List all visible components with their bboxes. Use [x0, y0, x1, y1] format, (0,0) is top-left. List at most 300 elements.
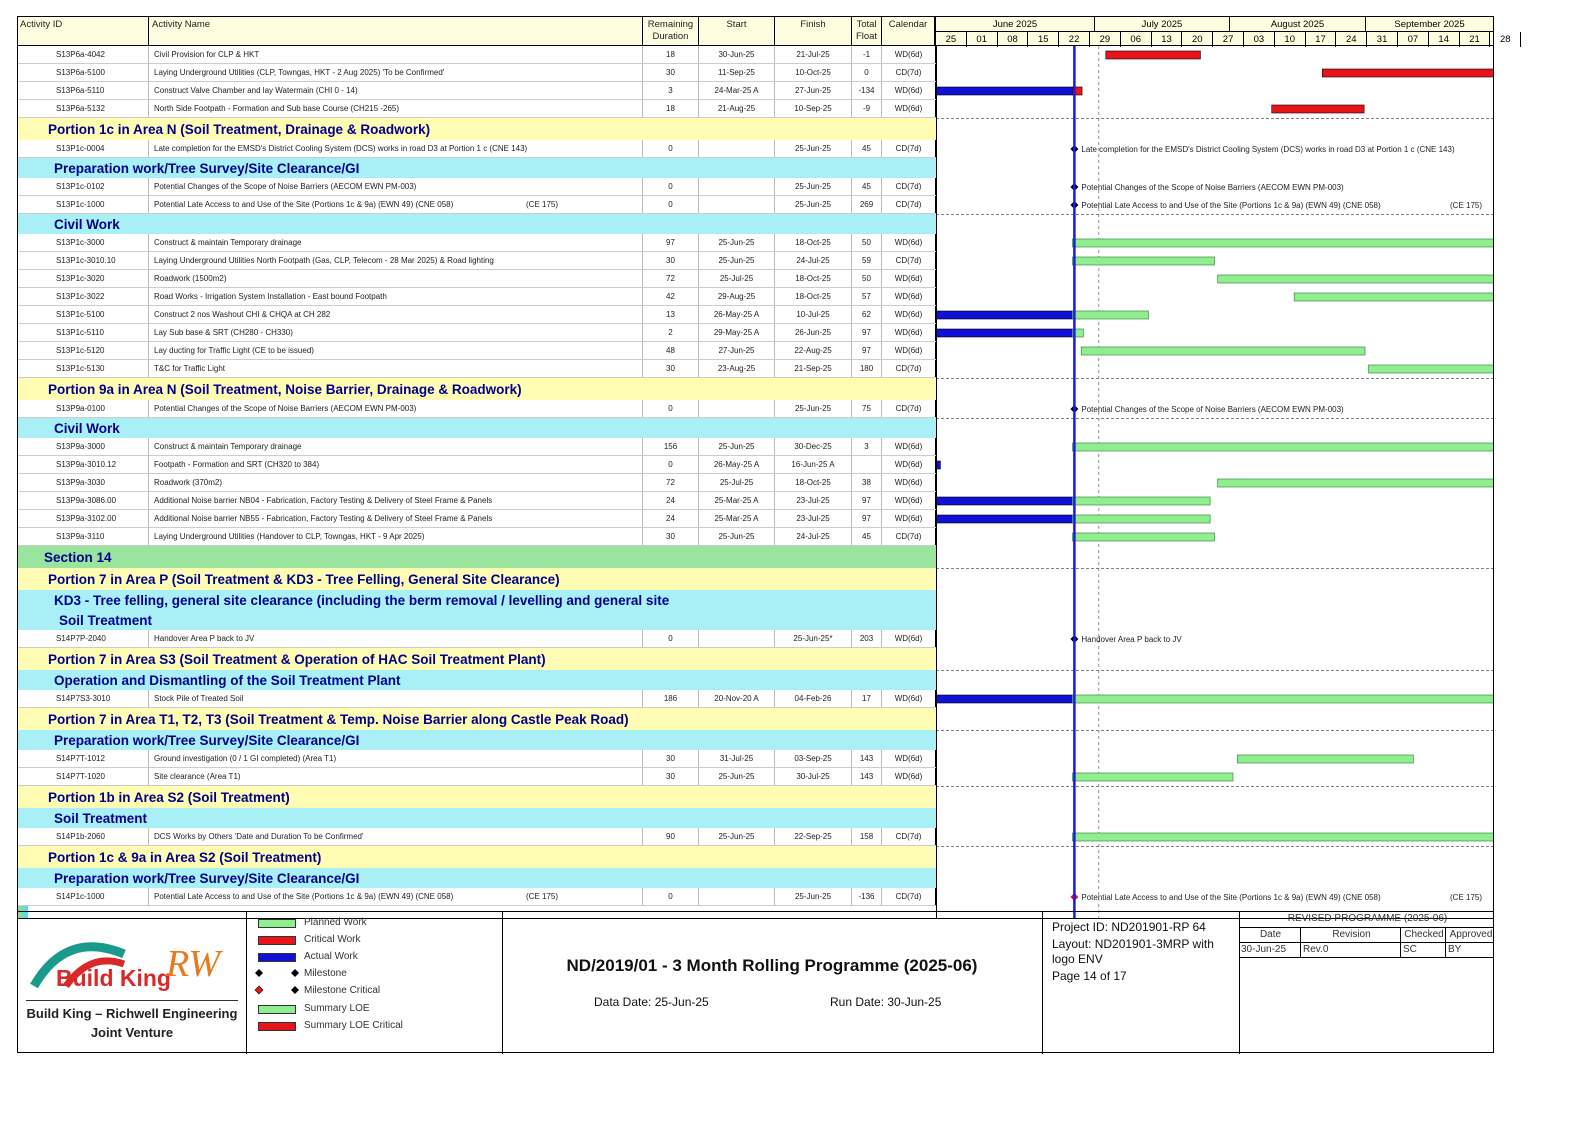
- timeline-week: 14: [1429, 32, 1460, 47]
- finish-date-text: 10-Sep-25: [794, 104, 832, 113]
- calendar: [882, 360, 936, 377]
- group-title: Portion 1c & 9a in Area S2 (Soil Treatment): [48, 849, 322, 865]
- remaining-duration-text: 30: [666, 772, 675, 781]
- activity-row[interactable]: [18, 400, 936, 418]
- group-header[interactable]: [18, 418, 936, 438]
- activity-row[interactable]: [18, 690, 936, 708]
- activity-note: (CE 175): [526, 200, 559, 209]
- activity-id: [18, 630, 149, 647]
- activity-id: [18, 196, 149, 213]
- activity-row[interactable]: [18, 828, 936, 846]
- group-header[interactable]: [18, 808, 936, 828]
- total-float-text: 0: [864, 68, 869, 77]
- calendar-text: WD(6d): [894, 514, 923, 523]
- remaining-duration: [643, 438, 699, 455]
- finish-date-text: 24-Jul-25: [796, 256, 830, 265]
- timeline-week: 08: [998, 32, 1029, 47]
- activity-id: [18, 528, 149, 545]
- group-title: Portion 7 in Area S3 (Soil Treatment & Operation of HAC Soil Treatment Plant): [48, 651, 546, 667]
- start-date: [699, 456, 775, 473]
- remaining-duration: [643, 528, 699, 545]
- remaining-duration: [643, 510, 699, 527]
- activity-id-text: S13P6a-4042: [56, 50, 105, 59]
- logo-caption-2: Joint Venture: [90, 1025, 174, 1040]
- finish-date-text: 03-Sep-25: [794, 754, 832, 763]
- total-float: [852, 492, 882, 509]
- group-header[interactable]: [18, 118, 936, 140]
- revision-col-checked: Checked: [1401, 928, 1446, 943]
- group-header[interactable]: [18, 610, 936, 630]
- total-float-text: 57: [862, 292, 871, 301]
- start-date: [699, 100, 775, 117]
- planned-work-bar: [1072, 833, 1494, 841]
- remaining-duration-text: 24: [666, 496, 675, 505]
- planned-work-bar: [1072, 515, 1210, 523]
- group-title: Portion 7 in Area T1, T2, T3 (Soil Treatment & Temp. Noise Barrier along Castle Peak Road): [48, 711, 629, 727]
- planned-work-bar: [1072, 443, 1494, 451]
- remaining-duration-text: 0: [668, 182, 673, 191]
- activity-name-text: Lay Sub base & SRT (CH280 - CH330): [154, 328, 293, 337]
- activity-row[interactable]: [18, 342, 936, 360]
- activity-row[interactable]: [18, 456, 936, 474]
- timeline-month: June 2025: [936, 17, 1095, 32]
- activity-row[interactable]: [18, 492, 936, 510]
- finish-date-text: 18-Oct-25: [795, 274, 831, 283]
- actual-work-bar: [936, 311, 1072, 319]
- total-float-text: -1: [862, 50, 871, 59]
- start-date: [699, 528, 775, 545]
- finish-date-text: 18-Oct-25: [795, 478, 831, 487]
- data-date: Data Date: 25-Jun-25: [594, 995, 709, 1009]
- remaining-duration-text: 0: [668, 892, 673, 901]
- activity-id-text: S13P1c-0004: [56, 144, 105, 153]
- activity-row[interactable]: [18, 46, 936, 64]
- activity-row[interactable]: [18, 750, 936, 768]
- activity-row[interactable]: [18, 306, 936, 324]
- milestone-label: Handover Area P back to JV: [1081, 635, 1182, 644]
- group-title: Preparation work/Tree Survey/Site Clearance/GI: [54, 870, 360, 886]
- run-date: Run Date: 30-Jun-25: [830, 995, 942, 1009]
- finish-date-text: 22-Aug-25: [794, 346, 832, 355]
- activity-name-text: Laying Underground Utilities North Footpath (Gas, CLP, Telecom - 28 Mar 2025) & Road lighting: [154, 256, 494, 265]
- activity-id: [18, 438, 149, 455]
- start-date-text: 31-Jul-25: [719, 754, 754, 763]
- calendar-text: WD(6d): [894, 772, 923, 781]
- calendar: [882, 82, 936, 99]
- legend-summary-loe: Summary LOE: [304, 1003, 370, 1014]
- total-float: [852, 82, 882, 99]
- remaining-duration: [643, 342, 699, 359]
- calendar-text: CD(7d): [895, 256, 922, 265]
- total-float: [852, 768, 882, 785]
- legend-milestone-critical-icon: [254, 985, 300, 995]
- activity-row[interactable]: [18, 474, 936, 492]
- remaining-duration: [643, 768, 699, 785]
- activity-id: [18, 828, 149, 845]
- remaining-duration: [643, 46, 699, 63]
- finish-date: [775, 342, 852, 359]
- col-finish[interactable]: Finish: [775, 17, 852, 47]
- calendar-text: CD(7d): [895, 892, 922, 901]
- calendar: [882, 178, 936, 195]
- activity-name-text: Footpath - Formation and SRT (CH320 to 384): [154, 460, 320, 469]
- start-date: [699, 324, 775, 341]
- logo-caption-1: Build King – Richwell Engineering: [26, 1006, 238, 1021]
- remaining-duration-text: 90: [666, 832, 675, 841]
- activity-row[interactable]: [18, 252, 936, 270]
- activity-id-text: S13P1c-3000: [56, 238, 105, 247]
- finish-date-text: 24-Jul-25: [796, 532, 830, 541]
- calendar: [882, 768, 936, 785]
- activity-id-text: S13P1c-5100: [56, 310, 105, 319]
- group-title: Civil Work: [54, 420, 120, 436]
- activity-row[interactable]: [18, 510, 936, 528]
- calendar: [882, 828, 936, 845]
- total-float-text: 97: [862, 514, 871, 523]
- activity-row[interactable]: [18, 140, 936, 158]
- remaining-duration-text: 24: [666, 514, 675, 523]
- start-date: [699, 828, 775, 845]
- activity-name: [149, 768, 643, 785]
- calendar-text: CD(7d): [895, 404, 922, 413]
- activity-id-text: S13P9a-3086.00: [56, 496, 117, 505]
- activity-name-text: Construct & maintain Temporary drainage: [154, 442, 302, 451]
- project-id: Project ID: ND201901-RP 64: [1052, 920, 1206, 934]
- planned-work-bar: [1081, 347, 1365, 355]
- activity-id: [18, 400, 149, 417]
- start-date: [699, 196, 775, 213]
- total-float-text: 3: [864, 442, 869, 451]
- activity-row[interactable]: [18, 288, 936, 306]
- total-float: [852, 400, 882, 417]
- finish-date: [775, 196, 852, 213]
- activity-name: [149, 140, 643, 157]
- timeline-week: 10: [1275, 32, 1306, 47]
- calendar-text: WD(6d): [894, 292, 923, 301]
- calendar: [882, 750, 936, 767]
- finish-date-text: 04-Feb-26: [794, 694, 832, 703]
- total-float-text: 97: [862, 328, 871, 337]
- group-header[interactable]: [18, 708, 936, 730]
- timeline-week: 15: [1028, 32, 1059, 47]
- total-float: [852, 234, 882, 251]
- total-float: [852, 528, 882, 545]
- total-float-text: 17: [862, 694, 871, 703]
- remaining-duration-text: 30: [666, 68, 675, 77]
- total-float-text: 97: [862, 346, 871, 355]
- calendar-text: WD(6d): [894, 328, 923, 337]
- group-header[interactable]: [18, 590, 936, 610]
- activity-row[interactable]: [18, 528, 936, 546]
- calendar-text: CD(7d): [895, 144, 922, 153]
- activity-row[interactable]: [18, 178, 936, 196]
- logo-build-king: Build King: [56, 965, 171, 991]
- calendar-text: WD(6d): [894, 634, 923, 643]
- activity-id: [18, 140, 149, 157]
- start-date: [699, 690, 775, 707]
- total-float-text: -134: [858, 86, 875, 95]
- finish-date-text: 25-Jun-25: [794, 404, 832, 413]
- start-date: [699, 400, 775, 417]
- remaining-duration: [643, 82, 699, 99]
- activity-id-text: S13P1c-5120: [56, 346, 105, 355]
- remaining-duration-text: 2: [668, 328, 673, 337]
- start-date-text: 26-May-25 A: [713, 460, 760, 469]
- calendar-text: CD(7d): [895, 832, 922, 841]
- legend-milestone-icon: [254, 968, 300, 978]
- activity-id-text: S13P6a-5132: [56, 104, 105, 113]
- legend-swatch-actual: [258, 953, 296, 962]
- remaining-duration-text: 42: [666, 292, 675, 301]
- total-float-text: 45: [862, 182, 871, 191]
- activity-id: [18, 324, 149, 341]
- calendar: [882, 528, 936, 545]
- activity-id: [18, 234, 149, 251]
- activity-id: [18, 46, 149, 63]
- calendar: [882, 100, 936, 117]
- activity-name-text: Road Works - Irrigation System Installation - East bound Footpath: [154, 292, 387, 301]
- milestone-label: Potential Changes of the Scope of Noise Barriers (AECOM EWN PM-003): [1081, 405, 1344, 414]
- total-float-text: 180: [859, 364, 874, 373]
- group-header[interactable]: [18, 730, 936, 750]
- calendar: [882, 400, 936, 417]
- start-date-text: 23-Aug-25: [717, 364, 756, 373]
- finish-date-text: 23-Jul-25: [796, 496, 830, 505]
- timeline-week: 22: [1059, 32, 1090, 47]
- group-header[interactable]: [18, 868, 936, 888]
- activity-id-text: S13P1c-5110: [56, 328, 104, 337]
- activity-id-text: S13P1c-5130: [56, 364, 105, 373]
- activity-id-text: S13P1c-0102: [56, 182, 105, 191]
- activity-id-text: S13P9a-3000: [56, 442, 105, 451]
- remaining-duration-text: 72: [666, 478, 675, 487]
- start-date: [699, 178, 775, 195]
- activity-name: [149, 342, 643, 359]
- group-header[interactable]: [18, 648, 936, 670]
- finish-date-text: 22-Sep-25: [794, 832, 832, 841]
- layout-name: Layout: ND201901-3MRP with: [1052, 937, 1214, 951]
- activity-name: [149, 196, 643, 213]
- start-date-text: 25-Mar-25 A: [714, 514, 759, 523]
- gantt-chart: [936, 46, 1494, 919]
- start-date: [699, 46, 775, 63]
- start-date: [699, 888, 775, 905]
- actual-work-bar: [936, 329, 1072, 337]
- start-date-text: 26-May-25 A: [713, 310, 760, 319]
- total-float: [852, 828, 882, 845]
- activity-row[interactable]: [18, 196, 936, 214]
- finish-date-text: 25-Jun-25: [794, 144, 832, 153]
- finish-date: [775, 64, 852, 81]
- start-date-text: 25-Jun-25: [718, 238, 755, 247]
- legend-milestone-critical: Milestone Critical: [304, 985, 381, 996]
- remaining-duration: [643, 140, 699, 157]
- group-title: Preparation work/Tree Survey/Site Clearance/GI: [54, 732, 360, 748]
- finish-date: [775, 492, 852, 509]
- total-float: [852, 306, 882, 323]
- activity-id-text: S14P7S3-3010: [56, 694, 111, 703]
- finish-date-text: 25-Jun-25: [794, 182, 832, 191]
- total-float-text: -136: [858, 892, 875, 901]
- activity-row[interactable]: [18, 888, 936, 906]
- finish-date: [775, 690, 852, 707]
- activity-row[interactable]: [18, 324, 936, 342]
- remaining-duration-text: 18: [666, 50, 675, 59]
- finish-date: [775, 474, 852, 491]
- activity-name-text: Roadwork (370m2): [154, 478, 223, 487]
- activity-row[interactable]: [18, 438, 936, 456]
- group-title: Section 14: [44, 549, 112, 565]
- total-float: [852, 100, 882, 117]
- col-activity-name[interactable]: Activity Name: [149, 17, 643, 47]
- total-float: [852, 178, 882, 195]
- calendar-text: WD(6d): [894, 460, 923, 469]
- revision-heading: REVISED PROGRAMME (2025-06): [1239, 912, 1494, 928]
- activity-row[interactable]: [18, 100, 936, 118]
- col-activity-id[interactable]: Activity ID: [18, 17, 149, 47]
- timeline-week: 07: [1398, 32, 1429, 47]
- finish-date: [775, 234, 852, 251]
- calendar-text: CD(7d): [895, 182, 922, 191]
- finish-date-text: 21-Sep-25: [794, 364, 832, 373]
- timeline-week: 25: [936, 32, 967, 47]
- group-title: Soil Treatment: [54, 810, 148, 826]
- calendar-text: WD(6d): [894, 496, 923, 505]
- finish-date-text: 21-Jul-25: [796, 50, 830, 59]
- finish-date-text: 25-Jun-25: [794, 892, 832, 901]
- activity-id: [18, 82, 149, 99]
- activity-row[interactable]: [18, 82, 936, 100]
- activity-name-text: Potential Late Access to and Use of the Site (Portions 1c & 9a) (EWN 49) (CNE 058): [154, 892, 454, 901]
- remaining-duration: [643, 64, 699, 81]
- start-date-text: 27-Jun-25: [718, 346, 755, 355]
- calendar: [882, 46, 936, 63]
- activity-table: [17, 46, 1494, 919]
- legend-critical: Critical Work: [304, 934, 361, 945]
- start-date: [699, 492, 775, 509]
- calendar-text: WD(6d): [894, 478, 923, 487]
- timeline-week: 20: [1182, 32, 1213, 47]
- activity-row[interactable]: [18, 270, 936, 288]
- activity-id-text: S13P1c-3020: [56, 274, 105, 283]
- activity-name: [149, 288, 643, 305]
- total-float-text: 158: [859, 832, 874, 841]
- finish-date-text: 30-Jul-25: [796, 772, 830, 781]
- timeline-week: 03: [1244, 32, 1275, 47]
- start-date: [699, 82, 775, 99]
- col-remaining-duration[interactable]: Remaining Duration: [643, 17, 699, 47]
- total-float-text: 50: [862, 238, 871, 247]
- total-float: [852, 288, 882, 305]
- finish-date: [775, 82, 852, 99]
- activity-name-text: Handover Area P back to JV: [154, 634, 255, 643]
- col-start[interactable]: Start: [699, 17, 775, 47]
- activity-row[interactable]: [18, 630, 936, 648]
- remaining-duration: [643, 288, 699, 305]
- activity-id-text: S14P1c-1000: [56, 892, 105, 901]
- activity-name-text: Late completion for the EMSD's District Cooling System (DCS) works in road D3 at Portion 1 c (CNE 143): [154, 144, 528, 153]
- finish-date-text: 26-Jun-25: [794, 328, 832, 337]
- revision-date: 30-Jun-25: [1239, 943, 1301, 958]
- group-header[interactable]: [18, 378, 936, 400]
- finish-date: [775, 324, 852, 341]
- group-header[interactable]: [18, 546, 936, 568]
- revision-col-date: Date: [1239, 928, 1301, 943]
- start-date: [699, 64, 775, 81]
- start-date-text: 25-Jun-25: [718, 442, 755, 451]
- activity-name-text: Construct & maintain Temporary drainage: [154, 238, 302, 247]
- remaining-duration-text: 186: [663, 694, 678, 703]
- total-float-text: 62: [862, 310, 871, 319]
- group-header[interactable]: [18, 158, 936, 178]
- calendar-text: CD(7d): [895, 364, 922, 373]
- finish-date: [775, 252, 852, 269]
- remaining-duration: [643, 630, 699, 647]
- remaining-duration: [643, 360, 699, 377]
- activity-row[interactable]: [18, 64, 936, 82]
- activity-name: [149, 46, 643, 63]
- calendar: [882, 690, 936, 707]
- finish-date-text: 10-Oct-25: [795, 68, 831, 77]
- activity-name: [149, 270, 643, 287]
- remaining-duration: [643, 400, 699, 417]
- activity-row[interactable]: [18, 768, 936, 786]
- activity-id: [18, 768, 149, 785]
- activity-id-text: S13P9a-3110: [56, 532, 105, 541]
- total-float: [852, 474, 882, 491]
- activity-name-text: Construct 2 nos Washout CHI & CHQA at CH 282: [154, 310, 331, 319]
- finish-date: [775, 400, 852, 417]
- timeline-week: 01: [967, 32, 998, 47]
- start-date: [699, 474, 775, 491]
- group-header[interactable]: [18, 670, 936, 690]
- activity-name: [149, 690, 643, 707]
- calendar: [882, 456, 936, 473]
- group-title: Portion 7 in Area P (Soil Treatment & KD3 - Tree Felling, General Site Clearance): [48, 571, 560, 587]
- activity-id: [18, 510, 149, 527]
- col-total-float[interactable]: Total Float: [852, 17, 882, 47]
- activity-name: [149, 456, 643, 473]
- group-title: KD3 - Tree felling, general site clearance (including the berm removal / levelling and general site: [54, 592, 670, 608]
- activity-name: [149, 528, 643, 545]
- finish-date: [775, 888, 852, 905]
- timeline-month: September 2025: [1366, 17, 1494, 32]
- planned-work-bar: [1072, 311, 1148, 319]
- total-float: [852, 270, 882, 287]
- remaining-duration: [643, 324, 699, 341]
- remaining-duration: [643, 234, 699, 251]
- legend-summary-loe-critical: Summary LOE Critical: [304, 1020, 403, 1031]
- group-header[interactable]: [18, 214, 936, 234]
- col-calendar[interactable]: Calendar: [882, 17, 936, 47]
- planned-work-bar: [1072, 257, 1214, 265]
- group-header[interactable]: [18, 568, 936, 590]
- activity-row[interactable]: [18, 360, 936, 378]
- activity-name: [149, 888, 643, 905]
- start-date-text: 25-Jun-25: [718, 256, 755, 265]
- activity-id: [18, 100, 149, 117]
- activity-id: [18, 492, 149, 509]
- remaining-duration-text: 30: [666, 256, 675, 265]
- finish-date-text: 30-Dec-25: [794, 442, 832, 451]
- planned-work-bar: [1072, 533, 1214, 541]
- critical-work-bar: [1322, 69, 1494, 77]
- activity-row[interactable]: [18, 234, 936, 252]
- group-header[interactable]: [18, 846, 936, 868]
- group-header[interactable]: [18, 786, 936, 808]
- calendar-text: WD(6d): [894, 754, 923, 763]
- calendar: [882, 342, 936, 359]
